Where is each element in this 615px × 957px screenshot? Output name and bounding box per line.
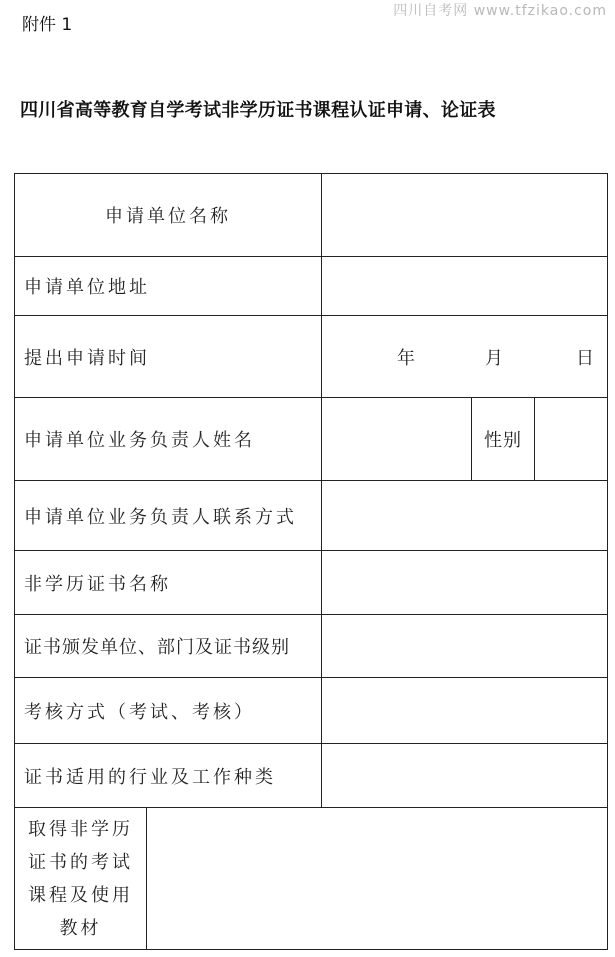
- row-industry: [15, 744, 608, 808]
- industry-field[interactable]: [322, 744, 608, 808]
- apply-time-field[interactable]: [322, 316, 608, 398]
- assessment-label: 考核方式（考试、考核）: [15, 678, 322, 744]
- industry-label: 证书适用的行业及工作种类: [15, 744, 322, 808]
- row-assessment: [15, 678, 608, 744]
- unit-name-field[interactable]: [322, 174, 608, 257]
- issuer-field[interactable]: [322, 615, 608, 678]
- unit-address-field[interactable]: [322, 257, 608, 316]
- principal-name-label: 申请单位业务负责人姓名: [15, 398, 322, 481]
- gender-field[interactable]: [535, 398, 608, 481]
- date-year-label: 年: [397, 347, 418, 369]
- watermark: 四川自考网 www.tfzikao.com: [393, 3, 607, 19]
- unit-address-label: 申请单位地址: [15, 257, 322, 316]
- assessment-field[interactable]: [322, 678, 608, 744]
- issuer-label: 证书颁发单位、部门及证书级别: [15, 615, 322, 678]
- row-unit-address: [15, 257, 608, 316]
- row-courses: [15, 808, 608, 950]
- apply-time-label: 提出申请时间: [15, 316, 322, 398]
- principal-contact-field[interactable]: [322, 481, 608, 551]
- application-form-table: [14, 173, 608, 950]
- unit-name-label: 申请单位名称: [15, 174, 322, 257]
- courses-label-line: 取得非学历: [28, 818, 133, 840]
- page-title: 四川省高等教育自学考试非学历证书课程认证申请、论证表: [20, 100, 496, 121]
- row-principal-name: [15, 398, 608, 481]
- date-day-label: 日: [576, 347, 597, 369]
- certificate-name-field[interactable]: [322, 551, 608, 615]
- row-unit-name: [15, 174, 608, 257]
- attachment-label: 附件 1: [22, 15, 73, 35]
- principal-contact-label: 申请单位业务负责人联系方式: [15, 481, 322, 551]
- courses-field[interactable]: [147, 808, 608, 950]
- courses-label-line: 教材: [59, 917, 102, 939]
- courses-label-line: 课程及使用: [28, 884, 133, 906]
- principal-name-field[interactable]: [322, 398, 472, 481]
- row-certificate-name: [15, 551, 608, 615]
- date-month-label: 月: [485, 347, 506, 369]
- courses-label: [15, 808, 147, 950]
- row-principal-contact: [15, 481, 608, 551]
- courses-label-line: 证书的考试: [28, 851, 133, 873]
- certificate-name-label: 非学历证书名称: [15, 551, 322, 615]
- row-apply-time: [15, 316, 608, 398]
- row-issuer: [15, 615, 608, 678]
- gender-label: 性别: [472, 398, 535, 481]
